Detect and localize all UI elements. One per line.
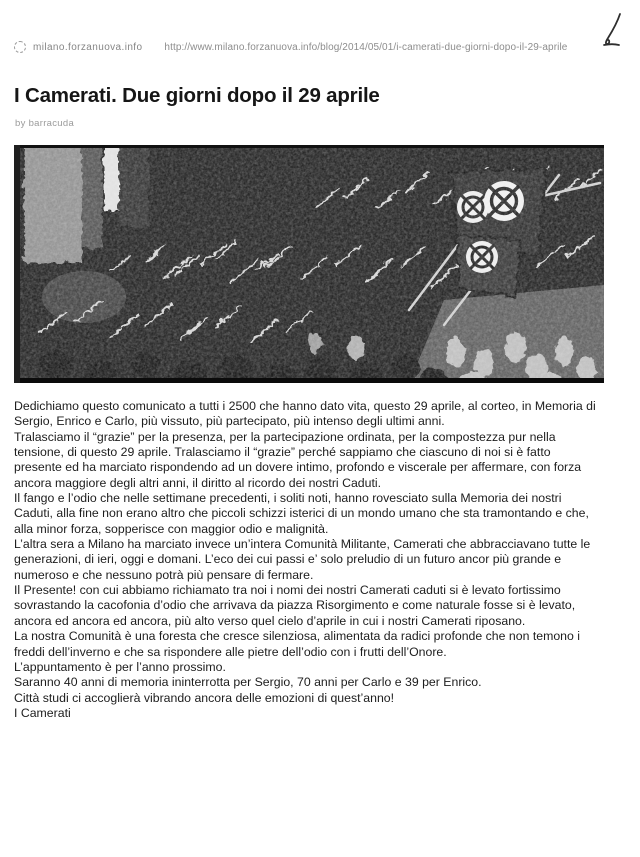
article-photo [14, 145, 604, 383]
body-line: L’appuntamento è per l’anno prossimo. [14, 659, 226, 674]
page-url: http://www.milano.forzanuova.info/blog/2014/05/01/i-camerati-due-giorni-dopo-il-29-aprile [164, 41, 568, 53]
body-line: ancora ed ancora ed ancora, più alto verso quel cielo d’aprile in cui i nostri Camerati riposano. [14, 613, 526, 628]
article-byline: by barracuda [15, 118, 75, 129]
site-label: milano.forzanuova.info [33, 41, 143, 53]
body-line: Sergio, Enrico e Carlo, più vissuto, più partecipato, più intenso degli ultimi anni. [14, 414, 445, 429]
body-line: Il fango e l’odio che nelle settimane precedenti, i soliti noti, hanno rovesciato sulla Memoria dei nostri [14, 491, 562, 506]
body-line: generazioni, di ieri, oggi e domani. L’eco dei cui passi e’ solo preludio di un futuro ancor più grande e [14, 552, 562, 567]
body-line: presente ed ha marciato rispondendo ad un dovere intimo, profondo e viscerale per affermare, con forza [14, 460, 582, 475]
browser-header [14, 41, 567, 53]
body-line: Città studi ci accoglierà vibrando ancora delle emozioni di quest’anno! [14, 690, 395, 705]
body-line: I Camerati [14, 705, 71, 720]
body-line: alla minor forza, sopperisce con maggior odio e malignità. [14, 521, 329, 536]
body-line: L’altra sera a Milano ha marciato invece un’intera Comunità Militante, Camerati che abbracciavano tutte le [14, 537, 591, 552]
body-line: Caduti, alla fine non erano altro che piccoli schizzi isterici di un mondo umano che sta tramontando e che, [14, 506, 589, 521]
article-title: I Camerati. Due giorni dopo il 29 aprile [14, 84, 380, 107]
body-line: numeroso e che nessuno potrà più pensare di fermare. [14, 567, 314, 582]
body-line: tensione, di questo 29 aprile. Tralasciamo il “grazie” perché sappiamo che ciascuno di noi si è fatto [14, 445, 551, 460]
body-line: freddi dell’inverno e che sa rispondere alle pietre dell’odio con i frutti dell’Onore. [14, 644, 447, 659]
body-line: La nostra Comunità è una foresta che cresce silenziosa, alimentata da radici profonde che non temono i [14, 629, 580, 644]
body-line: Il Presente! con cui abbiamo richiamato tra noi i nomi dei nostri Camerati caduti si è levato fortissimo [14, 583, 561, 598]
site-favicon-icon [14, 41, 26, 53]
body-line: ancora maggiore degli altri anni, il diritto al ricordo dei nostri Caduti. [14, 475, 382, 490]
body-line: Saranno 40 anni di memoria ininterrotta per Sergio, 70 anni per Carlo e 39 per Enrico. [14, 675, 482, 690]
handwritten-mark-icon [596, 10, 626, 52]
body-line: sovrastando la cacofonia d’odio che arrivava da piazza Risorgimento e come naturale fosse si è levato, [14, 598, 576, 613]
body-line: Tralasciamo il “grazie” per la presenza, per la partecipazione ordinata, per la compostezza pur nella [14, 429, 556, 444]
article-body [14, 399, 622, 721]
crowd-march-photo-illustration [14, 145, 604, 383]
body-line: Dedichiamo questo comunicato a tutti i 2500 che hanno dato vita, questo 29 aprile, al corteo, in Memoria di [14, 399, 596, 413]
